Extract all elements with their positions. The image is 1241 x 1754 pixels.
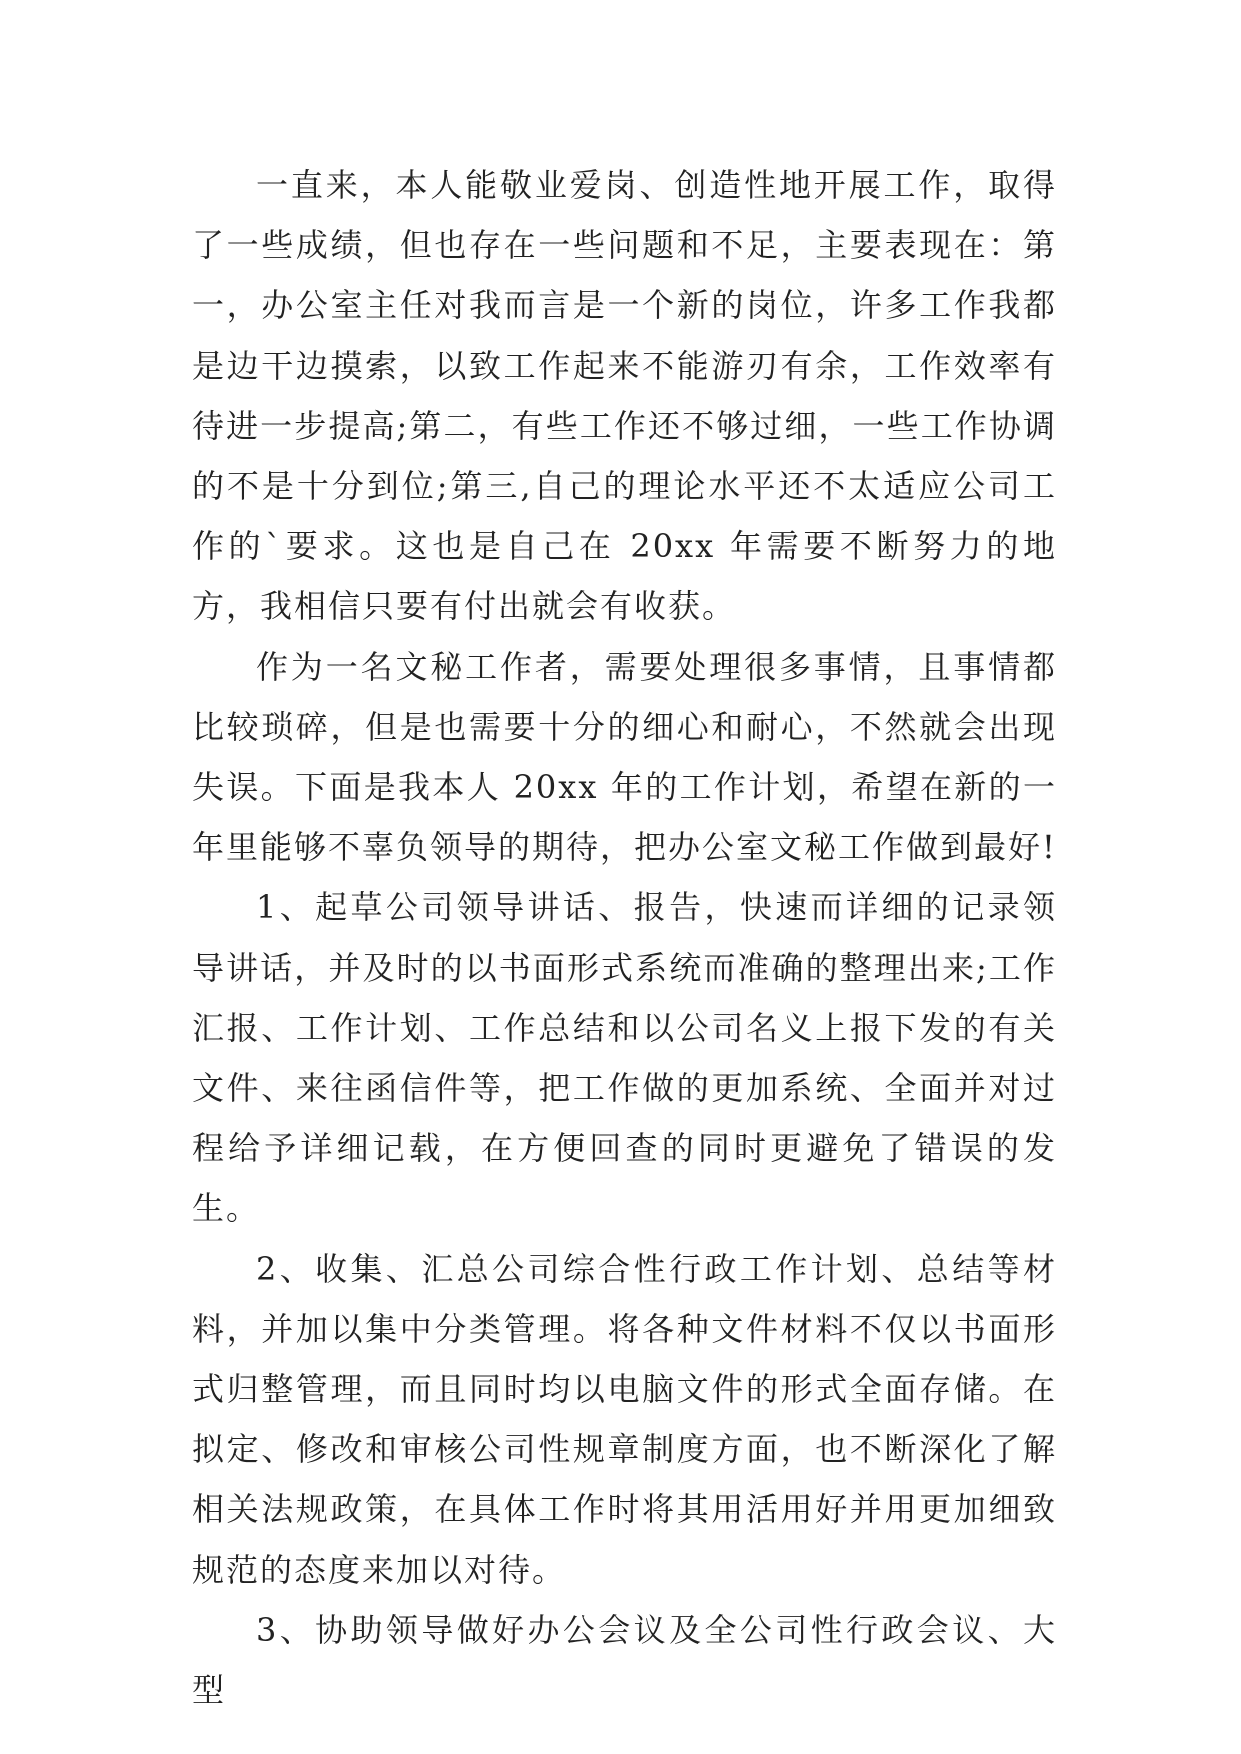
paragraph-item-3: 3、协助领导做好办公会议及全公司性行政会议、大型 xyxy=(192,1610,1057,1710)
paragraph-item-2: 2、收集、汇总公司综合性行政工作计划、总结等材料，并加以集中分类管理。将各种文件材料不仅以书面形式归整管理，而且同时均以电脑文件的形式全面存储。在拟定、修改和审核公司性规章制度方面，也不断深化了解相关法规政策，在具体工作时将其用活用好并用更加细致规范的态度来加以对待。 xyxy=(192,1249,1057,1589)
document-body xyxy=(192,155,1057,1720)
paragraph-item-1: 1、起草公司领导讲话、报告，快速而详细的记录领导讲话，并及时的以书面形式系统而准确的整理出来;工作汇报、工作计划、工作总结和以公司名义上报下发的有关文件、来往函信件等，把工作做的更加系统、全面并对过程给予详细记载，在方便回查的同时更避免了错误的发生。 xyxy=(192,888,1057,1228)
paragraph-shortcomings: 一直来，本人能敬业爱岗、创造性地开展工作，取得了一些成绩，但也存在一些问题和不足，主要表现在：第一，办公室主任对我而言是一个新的岗位，许多工作我都是边干边摸索，以致工作起来不能游刃有余，工作效率有待进一步提高;第二，有些工作还不够过细，一些工作协调的不是十分到位;第三,自己的理论水平还不太适应公司工作的`要求。这也是自己在 20xx 年需要不断努力的地方，我相信只要有付出就会有收获。 xyxy=(192,166,1057,626)
paragraph-work-plan-intro: 作为一名文秘工作者，需要处理很多事情，且事情都比较琐碎，但是也需要十分的细心和耐心，不然就会出现失误。下面是我本人 20xx 年的工作计划，希望在新的一年里能够不辜负领导的期待，把办公室文秘工作做到最好! xyxy=(192,647,1057,867)
